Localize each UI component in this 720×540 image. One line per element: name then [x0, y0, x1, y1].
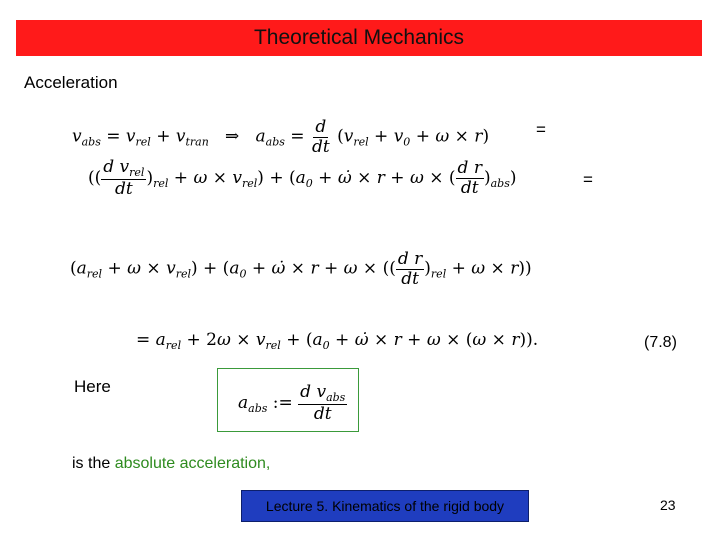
equation-line-2: (( $\frac{d v_{rel}}{dt}$ )$_{rel} + \omega \times v_{rel}) + (a_0$ + ω̇ × r + ω × ( $\frac{\text{d r}}{dt}$ )$_{abs}$)	[88, 157, 517, 200]
equation-line-1: $v_{abs} = v_{rel} + v_{tran}$ ⇒ $a_{abs}$ = $\frac{d}{dt}$ $(v_{rel} + v_0 + \omega \times r)$	[72, 117, 490, 157]
here-label: Here	[74, 377, 111, 396]
footer-text: Lecture 5. Kinematics of the rigid body	[265, 498, 505, 514]
section-heading: Acceleration	[24, 73, 118, 92]
definition-box	[217, 368, 359, 432]
footer-box	[241, 490, 529, 522]
description	[72, 455, 270, 473]
description-highlight: absolute acceleration,	[114, 455, 271, 472]
description-prefix: is the	[72, 455, 115, 472]
equation-number: (7.8)	[644, 334, 677, 351]
page-number: 23	[660, 497, 676, 513]
equation-line-4: = $a_{rel} + 2\omega \times v_{rel} + (a_0$ + ω̇ × r + ω × (ω × r)).	[136, 330, 539, 352]
equals-sign-2: =	[583, 170, 593, 189]
definition-formula: $a_{abs}$ := $\frac{d v_{abs}}{dt}$	[238, 382, 346, 425]
title-bar	[16, 20, 702, 56]
equation-line-3: $(a_{rel} + \omega \times v_{rel}) + (a_0$ + ω̇ × r + ω × (( $\frac{\text{d r}}{dt}$ )$_{rel} + \omega \times r$))	[70, 249, 532, 289]
equals-sign-1: =	[536, 120, 546, 139]
slide-title: Theoretical Mechanics	[253, 26, 465, 49]
